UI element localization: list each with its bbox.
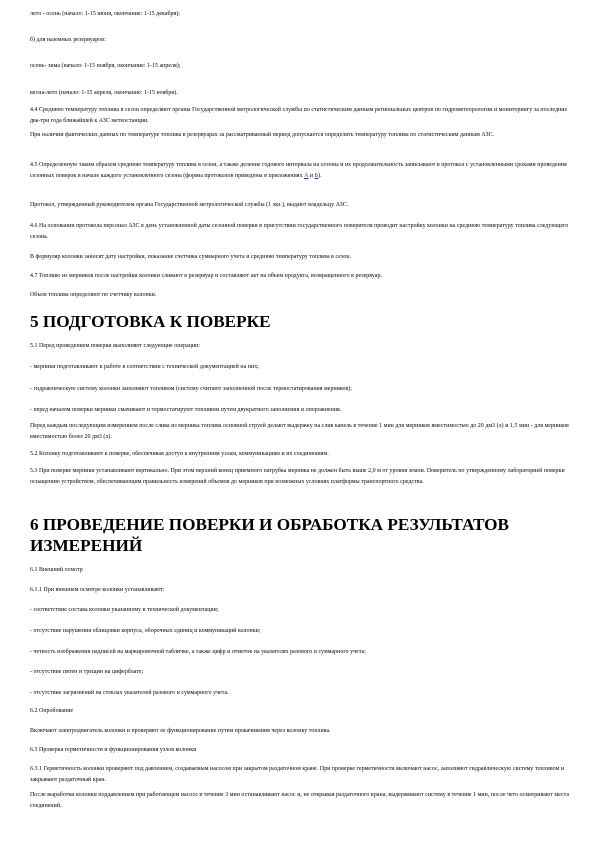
paragraph-6-1-1: 6.1.1 При внешнем осмотре колонки устанавливают: xyxy=(30,587,165,593)
paragraph-4-4: 4.4 Среднюю температуру топлива в сезон определяют органы Государственной метрологической службы по статистическим данным региональных центров по гидрометеорологии и мониторингу за последние два-три года ближайшей к АЗС метеостанции. xyxy=(30,107,568,124)
paragraph-4-5-and: и xyxy=(308,172,315,179)
paragraph-actual-data: При наличии фактических данных по температуре топлива в резервуарах за рассматриваемый период допускается определять температуру топлива по статистическим данным АЗС. xyxy=(30,132,495,138)
paragraph-5-2: 5.2 Колонку подготавливают к поверке, обеспечивая доступ к внутренним узлам, коммуникациям и их соединениям. xyxy=(30,451,329,457)
paragraph-protocol: Протокол, утвержденный руководителем органа Государственной метрологической службы (1 экз.), выдают владельцу АЗС. xyxy=(30,202,349,208)
paragraph-6-2: 6.2 Опробование xyxy=(30,708,74,714)
list-item-hydraulic-fill: - гидравлическую систему колонки заполняют топливом (систему считают заполненной после термостатирования мерников); xyxy=(30,386,352,392)
paragraph-season-autumn-winter: осень- зима (начало: 1-15 ноября, окончание: 1-15 апреля); xyxy=(30,63,181,69)
paragraph-5-1: 5.1 Перед проведением поверки выполняют следующие операции: xyxy=(30,343,201,349)
paragraph-6-1: 6.1 Внешний осмотр xyxy=(30,567,83,573)
heading-section-6-line2: ИЗМЕРЕНИЙ xyxy=(30,536,143,555)
paragraph-4-7: 4.7 Топливо из мерников после настройки колонки сливают в резервуар и составляют акт на объем продукта, возвращенного в резервуар. xyxy=(30,273,382,279)
list-item-dial: - отсутствие пятен и трещин на циферблате; xyxy=(30,669,144,675)
paragraph-4-6: 4.6 На основании протокола персонал АЗС в день установленной даты сезонной поверки в присутствии государственного поверителя проводит настройку колонки на среднюю температуру топлива следующего сезона. xyxy=(30,223,569,240)
heading-section-6-line1: 6 ПРОВЕДЕНИЕ ПОВЕРКИ И ОБРАБОТКА РЕЗУЛЬТАТОВ xyxy=(30,515,510,534)
paragraph-ground-tanks: б) для наземных резервуаров: xyxy=(30,37,106,43)
paragraph-4-5 xyxy=(30,160,575,181)
paragraph-6-3: 6.3 Проверка герметичности и функционирования узлов колонки xyxy=(30,747,197,753)
list-item-wetting: - перед началом поверки мерники смачивают и термостатируют топливом путем двукратного заполнения и опорожнения. xyxy=(30,407,342,413)
appendix-b-link[interactable]: Б xyxy=(314,172,319,179)
appendix-a-link[interactable]: А xyxy=(304,172,309,179)
list-item-composition: - соответствие состава колонки указанному в технической документации; xyxy=(30,607,219,613)
paragraph-4-5-text: 4.5 Определенную таким образом среднюю температуру топлива в сезон, а также деление годового интервала на сезоны и их продолжительность записывают в протокол с установленными сроками проведения сезонных поверок в начале каждого установленного сезона (формы протоколов приведены в приложениях xyxy=(30,162,567,179)
paragraph-drip-hold: Перед каждым последующим измерением после слива из мерника топлива основной струей делают выдержку на слив капель в течение 1 мин для мерников вместимостью до 20 дм3 (л) и 1,5 мин - для мерников вместимостью более 20 дм3 (л). xyxy=(30,423,569,440)
list-item-measures-prepare: - мерники подготавливают к работе в соответствии с технической документацией на них; xyxy=(30,364,259,370)
paragraph-engine-test: Включают электродвигатель колонки и проверяют ее функционирование путем прокачивания через колонку топлива. xyxy=(30,728,331,734)
paragraph-form-record: В формуляр колонки заносят дату настройки, показание счетчика суммарного учета и среднюю температуру топлива в сезон. xyxy=(30,254,352,260)
paragraph-6-3-1: 6.3.1 Герметичность колонки проверяют под давлением, создаваемым насосом при закрытом раздаточном кране. При проверке герметичности включают насос, заполняют гидравлическую систему топливом и закрывают раздаточный кран. xyxy=(30,766,565,783)
paragraph-after-run: После выработки колонки поддавлением при работающем насосе в течение 3 мин останавливают насос и, не открывая раздаточного крана, выдерживают систему в течение 1 мин, после чего осматривают места соединений. xyxy=(30,792,570,809)
paragraph-season-spring-summer: весна-лето (начало: 1-15 апреля, окончание: 1-15 ноября). xyxy=(30,90,178,96)
list-item-glass: - отсутствие загрязнений на стеклах указателей разового и суммарного учета. xyxy=(30,690,229,696)
list-item-cladding: - отсутствие нарушения облицовки корпуса, оборочных единиц и коммуникаций колонки; xyxy=(30,628,261,634)
heading-section-5: 5 ПОДГОТОВКА К ПОВЕРКЕ xyxy=(30,312,271,331)
paragraph-5-3: 5.3 При поверке мерники устанавливают вертикально. При этом верхний конец приемного патрубка мерника не должен быть выше 2,0 м от уровня земли. Поверитель по утвержденному лабораторией поверки оснащению устройством, обеспечивающим правильность измерений объемов до мерников при возможных условиях платформы транспортного средства. xyxy=(30,468,565,485)
paragraph-volume: Объем топлива определяют по счетчику колонки. xyxy=(30,292,157,298)
heading-section-6 xyxy=(30,514,575,556)
paragraph-4-5-end: ). xyxy=(318,172,322,179)
paragraph-season-summer-autumn: лето - осень (начало: 1-15 июня, окончание: 1-15 декабря); xyxy=(30,11,180,17)
list-item-marking: - четкость изображения надписей на маркировочной табличке, а также цифр и отметок на указателях разового и суммарного учета; xyxy=(30,649,366,655)
